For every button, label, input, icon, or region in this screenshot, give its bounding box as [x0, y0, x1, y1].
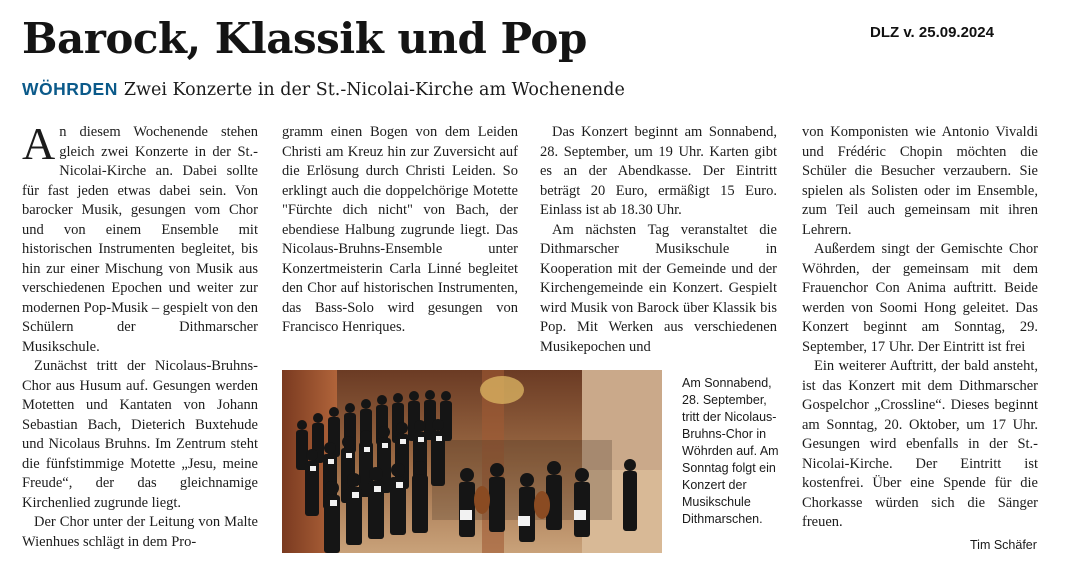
choir-photo-image	[282, 370, 662, 553]
paragraph: von Komponisten wie Antonio Vivaldi und Frédéric Chopin möchten die Schüler die Besucher verzaubern. Sie spielen als Solisten oder im Ensemble, zum Teil auch gemeinsam mit ihren Lehrern.	[802, 124, 1038, 238]
paragraph: Der Chor unter der Leitung von Malte Wienhues schlägt in dem Pro-	[22, 514, 258, 550]
dropcap: A	[22, 118, 56, 169]
source-date: DLZ v. 25.09.2024	[870, 24, 994, 41]
paragraph: Ein weiterer Auftritt, der bald ansteht, ist das Konzert mit dem Dithmarscher Gospelchor „Crossline“. Dieses beginnt am Sonntag, 20. Oktober, um 17 Uhr. Gesungen wird ebenfalls in der St.-Nicolai-Kirche. Der Eintritt ist kostenfrei. Über eine Spende für die Chorkasse würden sich die Sänger freuen.	[802, 358, 1038, 530]
paragraph: Zunächst tritt der Nicolaus-Bruhns-Chor aus Husum auf. Gesungen werden Motetten und Kantaten von Johann Sebastian Bach, Dieterich Buxtehude und Nicolaus Bruhns. Im Zentrum steht die fünfstimmige Motette „Jesu, meine Freude“, der das gleichnamige Kirchenlied zugrunde liegt.	[22, 358, 258, 511]
article-column-1	[22, 118, 258, 552]
article-column-4	[802, 123, 1038, 533]
location-label: WÖHRDEN	[22, 79, 118, 99]
choir-photo	[282, 370, 662, 553]
article-headline: Barock, Klassik und Pop	[22, 14, 587, 63]
subheadline	[22, 78, 625, 101]
author-name: Tim Schäfer	[970, 538, 1037, 552]
subheadline-text: Zwei Konzerte in der St.-Nicolai-Kirche am Wochenende	[123, 80, 625, 100]
paragraph-text: n diesem Wochenende stehen gleich zwei Konzerte in der St.-Nicolai-Kirche an. Dabei sollte für fast jeden etwas dabei sein. Von barocker Musik, gesungen vom Chor und von einem Ensemble mit historischen Instrumenten begleitet, bis hin zur einer Mischung von Musik aus verschiedenen Epochen und weiter zur modernen Pop-Musik – gespielt von den Schülern der Dithmarscher Musikschule.	[22, 124, 258, 355]
paragraph: Außerdem singt der Gemischte Chor Wöhrden, der gemeinsam mit dem Frauenchor Con Anima auftritt. Beide werden von Soomi Hong geleitet. Das Konzert beginnt am Sonntag, 29. September, 17 Uhr. Der Eintritt ist frei	[802, 241, 1038, 355]
article-column-3	[540, 123, 777, 357]
paragraph: gramm einen Bogen von dem Leiden Christi am Kreuz hin zur Zuversicht auf die Erlösung durch Christi Leiden. So erklingt auch die doppelchörige Motette "Fürchte dich nicht" von Bach, der ebendiese Halbung zugrunde liegt. Das Nicolaus-Bruhns-Ensemble unter Konzertmeisterin Carla Linné begleitet den Chor auf historischen Instrumenten, das Bass-Solo wird gesungen von Francisco Henriques.	[282, 124, 518, 335]
photo-caption: Am Sonnabend, 28. September, tritt der Nicolaus-Bruhns-Chor in Wöhrden auf. Am Sonntag folgt ein Konzert der Musikschule Dithmarschen.	[682, 376, 779, 526]
article-column-2	[282, 123, 518, 338]
paragraph	[22, 118, 258, 357]
paragraph: Am nächsten Tag veranstaltet die Dithmarscher Musikschule in Kooperation mit der Gemeinde und der Kirchengemeinde ein Konzert. Gespielt wird Musik von Barock über Klassik bis Pop. Mit Werken aus verschiedenen Musikepochen und	[540, 221, 777, 355]
paragraph: Das Konzert beginnt am Sonnabend, 28. September, um 19 Uhr. Karten gibt es an der Abendkasse. Der Eintritt beträgt 20 Euro, ermäßigt 15 Euro. Einlass ist ab 18.30 Uhr.	[540, 124, 777, 218]
